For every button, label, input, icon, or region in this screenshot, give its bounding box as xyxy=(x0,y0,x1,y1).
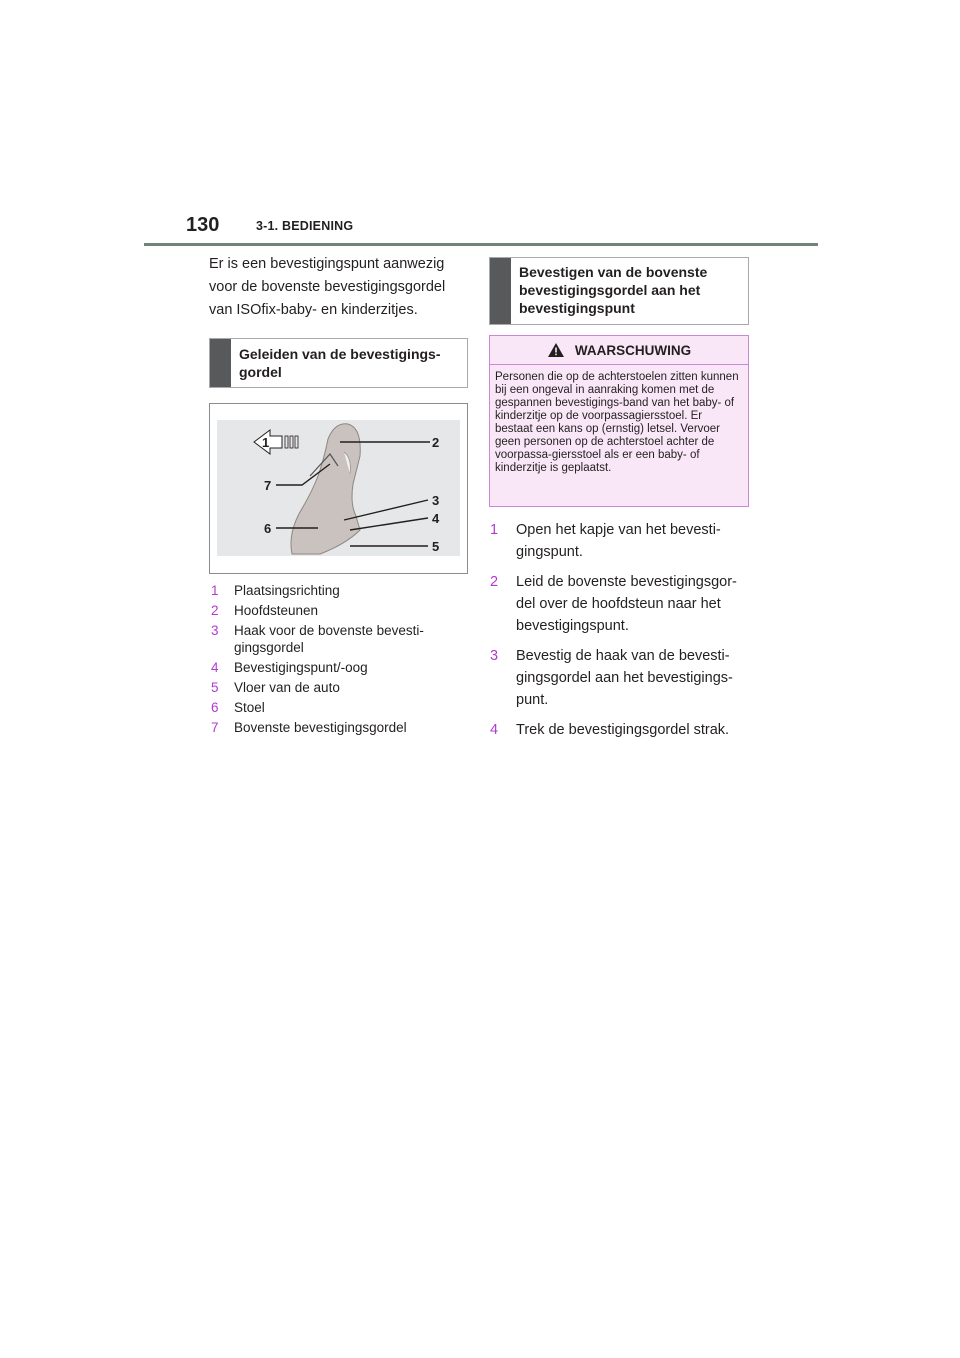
heading-guide-belt-text: Geleiden van de bevestigings-gordel xyxy=(239,346,441,380)
legend-number: 1 xyxy=(211,583,219,598)
legend-item xyxy=(209,719,471,736)
step-item xyxy=(489,571,752,637)
step-number: 2 xyxy=(490,574,499,590)
right-column xyxy=(489,257,752,749)
legend-label: Haak voor de bovenste bevesti-gingsgordel xyxy=(234,623,424,655)
header-rule xyxy=(144,243,818,246)
legend-item xyxy=(209,679,471,696)
callout-6: 6 xyxy=(264,521,272,536)
legend-label: Vloer van de auto xyxy=(234,680,340,695)
step-text: Bevestig de haak van de bevesti-gingsgordel aan het bevestigings-punt. xyxy=(516,648,733,708)
warning-triangle-icon xyxy=(547,342,565,358)
figure-legend xyxy=(209,582,471,736)
legend-label: Bovenste bevestigingsgordel xyxy=(234,720,407,735)
warning-header xyxy=(490,336,748,365)
callout-1: 1 xyxy=(262,435,270,450)
warning-box xyxy=(489,335,749,507)
legend-item xyxy=(209,659,471,676)
heading-bar xyxy=(490,258,511,324)
legend-label: Hoofdsteunen xyxy=(234,603,319,618)
legend-number: 2 xyxy=(211,603,219,618)
callout-7: 7 xyxy=(264,478,272,493)
legend-number: 7 xyxy=(211,720,219,735)
heading-guide-belt xyxy=(209,338,468,388)
warning-text: Personen die op de achterstoelen zitten kunnen bij een ongeval in aanraking komen met de gespannen bevestigings-band van het baby- of kinderzitje op de voorpassagiersstoel. Er bestaat een kans op (ernstig) letsel. Vervoer geen personen op de achterstoel achter de voorpassa-giersstoel als er een baby- of kinderzitje is geplaatst. xyxy=(495,371,739,474)
steps-list xyxy=(489,519,752,741)
callout-4: 4 xyxy=(432,511,440,526)
legend-item xyxy=(209,622,471,656)
seat-illustration xyxy=(209,403,468,574)
legend-item xyxy=(209,699,471,716)
heading-bar xyxy=(210,339,231,387)
step-text: Open het kapje van het bevesti-gingspunt. xyxy=(516,522,721,560)
step-number: 3 xyxy=(490,648,499,664)
page-number: 130 xyxy=(186,214,220,236)
legend-label: Plaatsingsrichting xyxy=(234,583,340,598)
callout-3: 3 xyxy=(432,493,440,508)
legend-number: 3 xyxy=(211,623,219,638)
step-number: 4 xyxy=(490,722,499,738)
heading-attach-belt xyxy=(489,257,749,325)
step-item xyxy=(489,519,752,563)
legend-item xyxy=(209,602,471,619)
heading-attach-belt-text: Bevestigen van de bovenste bevestigingsgordel aan het bevestigingspunt xyxy=(519,264,708,316)
step-item xyxy=(489,645,752,711)
section-title: 3-1. BEDIENING xyxy=(256,219,354,233)
callout-2: 2 xyxy=(432,435,440,450)
step-item xyxy=(489,719,752,741)
legend-number: 5 xyxy=(211,680,219,695)
legend-label: Stoel xyxy=(234,700,265,715)
step-number: 1 xyxy=(490,522,499,538)
legend-number: 6 xyxy=(211,700,219,715)
callout-5: 5 xyxy=(432,539,440,554)
legend-item xyxy=(209,582,471,599)
seat-drawing xyxy=(210,404,467,573)
warning-title: WAARSCHUWING xyxy=(574,342,692,358)
legend-number: 4 xyxy=(211,660,219,675)
legend-label: Bevestigingspunt/-oog xyxy=(234,660,368,675)
intro-paragraph: Er is een bevestigingspunt aanwezig voor de bovenste bevestigingsgordel van ISOfix-baby- en kinderzitjes. xyxy=(209,256,446,318)
step-text: Trek de bevestigingsgordel strak. xyxy=(516,722,730,738)
left-column xyxy=(209,253,471,739)
step-text: Leid de bovenste bevestigingsgor-del over de hoofdsteun naar het bevestigingspunt. xyxy=(516,574,737,634)
